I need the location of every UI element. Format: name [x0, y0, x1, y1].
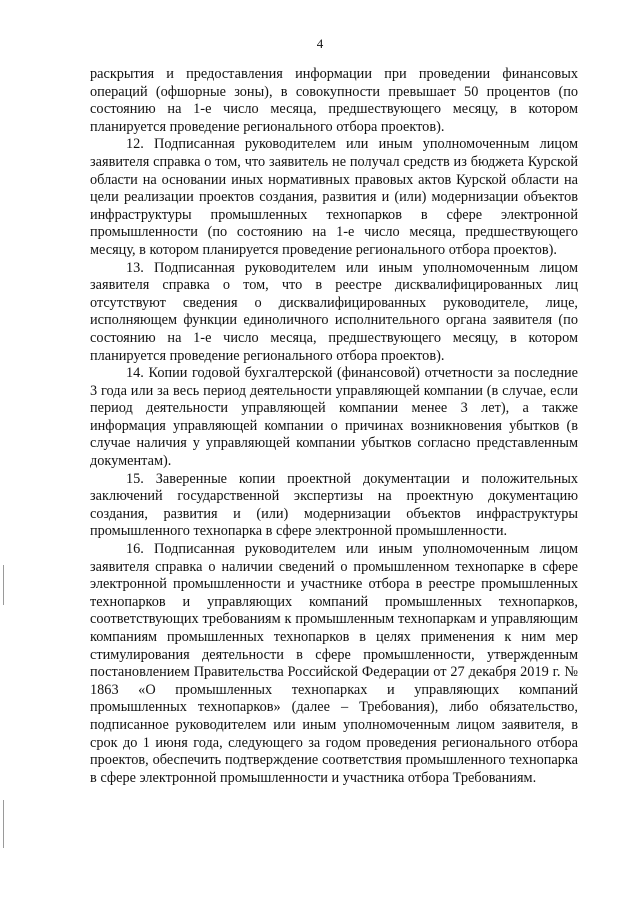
- paragraph-item-15: 15. Заверенные копии проектной документации и положительных заключений государственной экспертизы на проектную документацию создания, развития и (или) модернизации объектов инфраструктуры промышленного технопарка в сфере электронной промышленности.: [90, 470, 578, 540]
- scan-edge-mark: [3, 800, 4, 848]
- paragraph-item-16: 16. Подписанная руководителем или иным уполномоченным лицом заявителя справка о наличии сведений о промышленном технопарке в сфере электронной промышленности и участнике отбора в реестре промышленных технопарков и управляющих компаний промышленных технопарков, соответствующих требованиям к промышленным технопаркам и управляющим компаниям промышленных технопарков в целях применения к ним мер стимулирования деятельности в сфере промышленности, утвержденным постановлением Правительства Российской Федерации от 27 декабря 2019 г. № 1863 «О промышленных технопарках и управляющих компаний промышленных технопарков» (далее – Требования), либо обязательство, подписанное руководителем или иным уполномоченным лицом заявителя, в срок до 1 июня года, следующего за годом проведения регионального отбора проектов, обеспечить подтверждение соответствия промышленного технопарка в сфере электронной промышленности и участника отбора Требованиям.: [90, 541, 578, 786]
- scan-edge-mark: [3, 565, 4, 605]
- paragraph-item-12: 12. Подписанная руководителем или иным уполномоченным лицом заявителя справка о том, что заявитель не получал средств из бюджета Курской области на основании иных нормативных правовых актов Курской области на цели реализации проектов создания, развития и (или) модернизации объектов инфраструктуры промышленных технопарков в сфере электронной промышленности (по состоянию на 1-е число месяца, предшествующего месяцу, в котором планируется проведение регионального отбора проектов).: [90, 136, 578, 258]
- document-body: [90, 66, 578, 787]
- paragraph-item-13: 13. Подписанная руководителем или иным уполномоченным лицом заявителя справка о том, что в реестре дисквалифицированных лиц отсутствуют сведения о дисквалифицированных руководителе, лице, исполняющем функции единоличного исполнительного органа заявителя (по состоянию на 1-е число месяца, предшествующего месяцу, в котором планируется проведение регионального отбора проектов).: [90, 259, 578, 364]
- paragraph-continuation: раскрытия и предоставления информации при проведении финансовых операций (офшорные зоны), в совокупности превышает 50 процентов (по состоянию на 1-е число месяца, предшествующего месяцу, в котором планируется проведение регионального отбора проектов).: [90, 66, 578, 135]
- paragraph-item-14: 14. Копии годовой бухгалтерской (финансовой) отчетности за последние 3 года или за весь период деятельности управляющей компании (в случае, если период деятельности управляющей компании менее 3 лет), а также информация управляющей компании о причинах возникновения убытков (в случае наличия у управляющей компании убытков согласно представленным документам).: [90, 365, 578, 470]
- page-number: 4: [316, 36, 324, 51]
